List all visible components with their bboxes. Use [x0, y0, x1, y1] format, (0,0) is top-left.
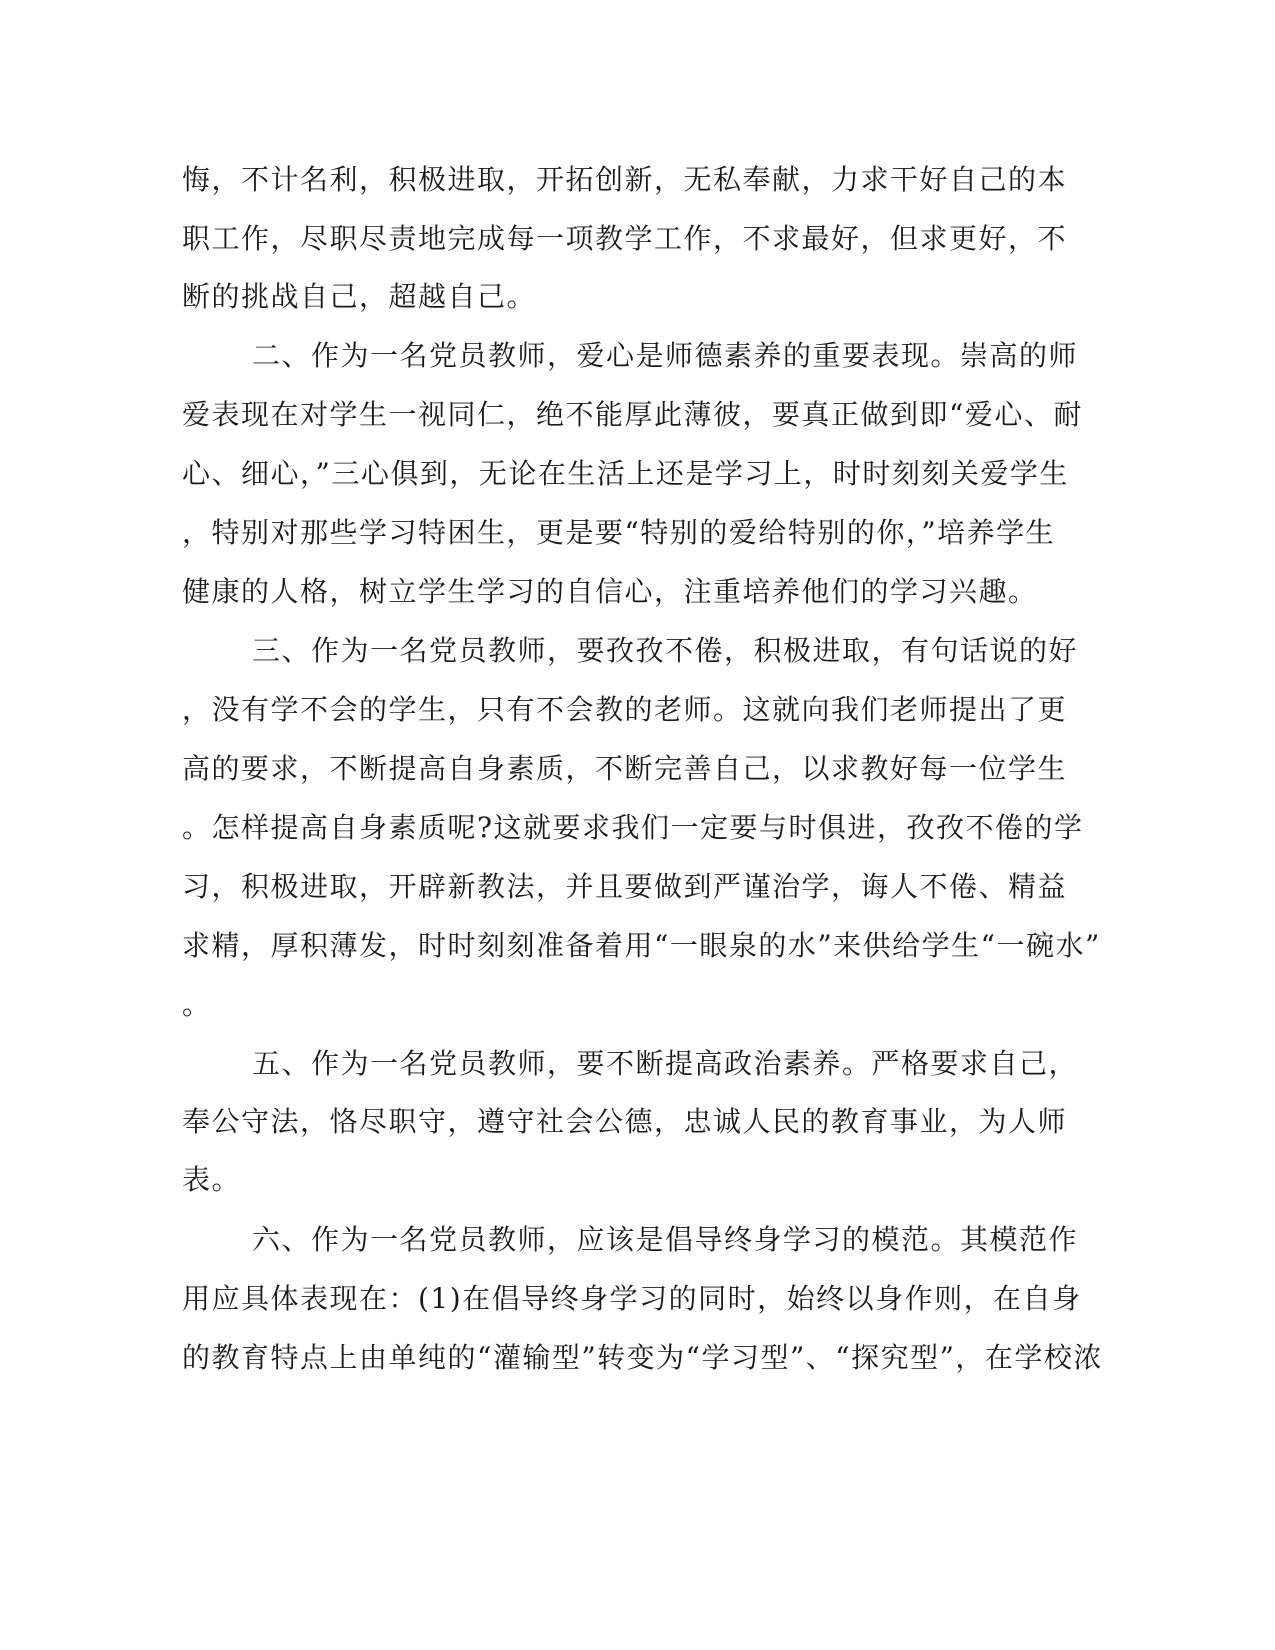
text-line: 用应具体表现在：(1)在倡导终身学习的同时，始终以身作则，在自身	[182, 1282, 1082, 1315]
text-line: 的教育特点上由单纯的“灌输型”转变为“学习型”、“探究型”，在学校浓	[182, 1341, 1103, 1374]
text-line: 爱表现在对学生一视同仁，绝不能厚此薄彼，要真正做到即“爱心、耐	[182, 398, 1083, 431]
text-line: 。怎样提高自身素质呢?这就要求我们一定要与时俱进，孜孜不倦的学	[182, 811, 1084, 844]
text-line: 表。	[182, 1163, 242, 1196]
text-line: ，特别对那些学习特困生，更是要“特别的爱给特别的你，”培养学生	[182, 516, 1056, 549]
text-line: 习，积极进取，开辟新教法，并且要做到严谨治学，诲人不倦、精益	[182, 870, 1068, 903]
text-line: 职工作，尽职尽责地完成每一项教学工作，不求最好，但求更好，不	[182, 222, 1068, 255]
paragraph-start-line: 六、作为一名党员教师，应该是倡导终身学习的模范。其模范作	[252, 1223, 1079, 1256]
text-line: ，没有学不会的学生，只有不会教的老师。这就向我们老师提出了更	[182, 693, 1068, 726]
paragraph-start-line: 三、作为一名党员教师，要孜孜不倦，积极进取，有句话说的好	[252, 634, 1079, 667]
text-line: 。	[182, 988, 212, 1021]
text-line: 健康的人格，树立学生学习的自信心，注重培养他们的学习兴趣。	[182, 575, 1038, 608]
paragraph-start-line: 二、作为一名党员教师，爱心是师德素养的重要表现。崇高的师	[252, 339, 1079, 372]
text-line: 奉公守法，恪尽职守，遵守社会公德，忠诚人民的教育事业，为人师	[182, 1105, 1068, 1138]
text-line: 心、细心，”三心俱到，无论在生活上还是学习上，时时刻刻关爱学生	[182, 457, 1069, 490]
text-line: 求精，厚积薄发，时时刻刻准备着用“一眼泉的水”来供给学生“一碗水”	[182, 929, 1101, 962]
paragraph-start-line: 五、作为一名党员教师，要不断提高政治素养。严格要求自己，	[252, 1047, 1079, 1080]
text-line: 悔，不计名利，积极进取，开拓创新，无私奉献，力求干好自己的本	[182, 163, 1068, 196]
text-line: 断的挑战自己，超越自己。	[182, 280, 537, 313]
text-line: 高的要求，不断提高自身素质，不断完善自己，以求教好每一位学生	[182, 752, 1068, 785]
